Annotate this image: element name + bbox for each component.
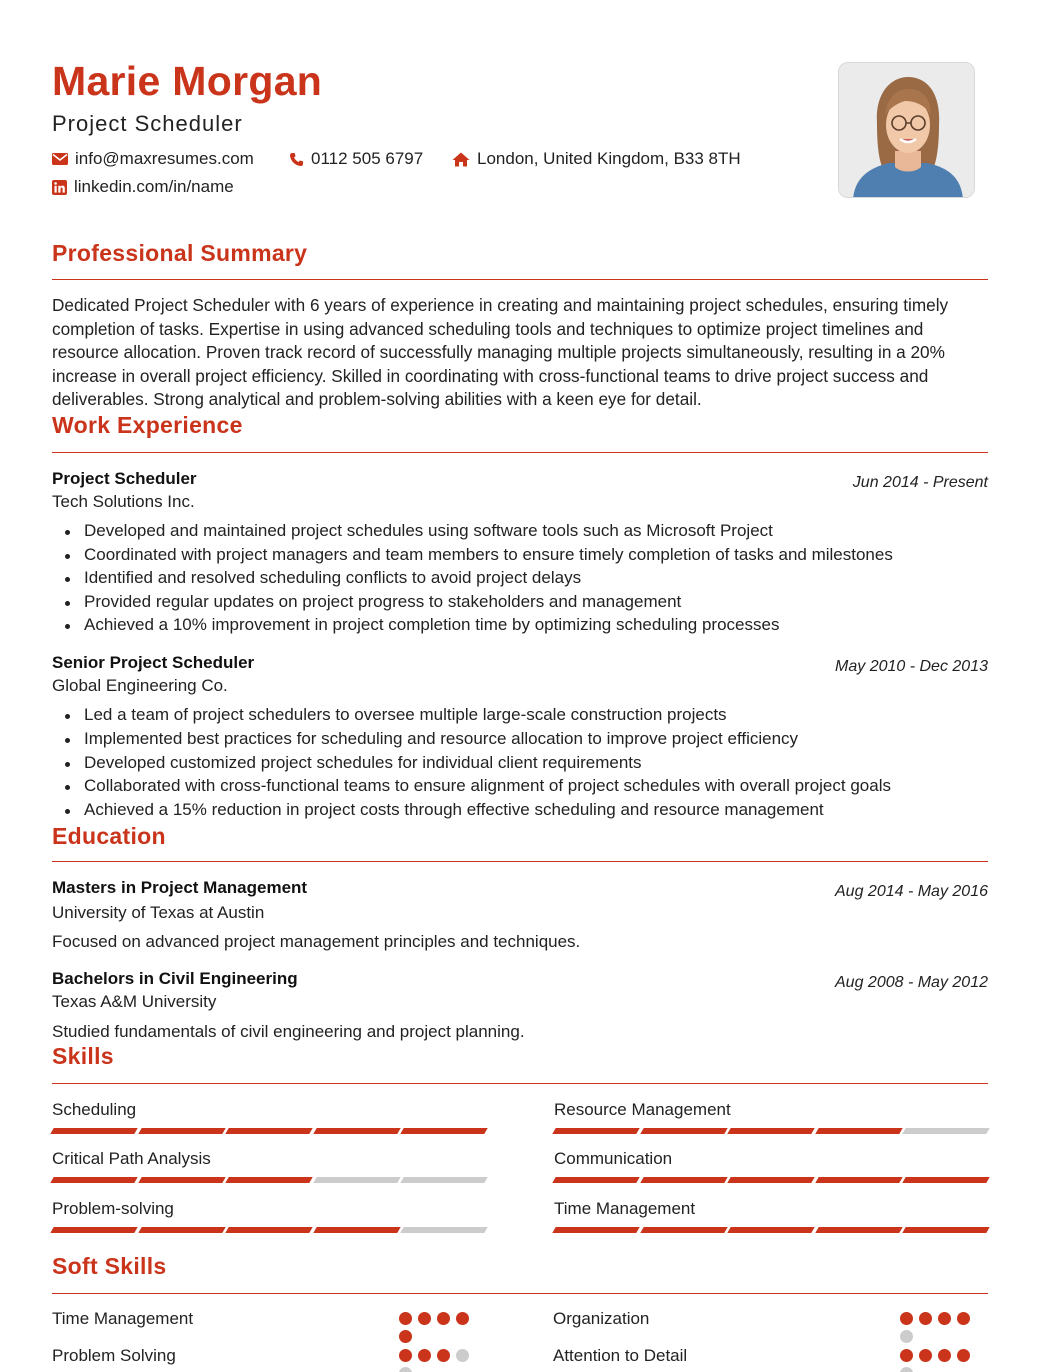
list-item: Provided regular updates on project progress to stakeholders and management [52,592,988,616]
rating-dot [900,1330,913,1343]
linkedin-contact[interactable] [52,177,234,197]
rating-dot [399,1367,412,1372]
skill-level-segment [552,1227,639,1233]
skill-label: Scheduling [52,1100,137,1119]
skill-level-segment [401,1227,488,1233]
soft-skill-label: Problem Solving [52,1346,176,1365]
soft-skills-divider [52,1293,988,1294]
rating-dot [418,1312,431,1325]
skill-level-segment [640,1128,727,1134]
skill-level-segment [727,1128,814,1134]
rating-dot [399,1349,412,1362]
job-title: Project Scheduler [52,469,197,488]
skill-level-segment [313,1177,400,1183]
profile-photo [838,62,975,198]
skill-level-segment [727,1177,814,1183]
skill-level-segment [815,1177,902,1183]
skills-divider [52,1083,988,1084]
envelope-icon [52,153,68,165]
soft-skill-label: Attention to Detail [553,1346,688,1365]
rating-dot [938,1312,951,1325]
skill-level-segment [815,1128,902,1134]
education-date: Aug 2008 - May 2012 [835,974,988,991]
skill-label: Time Management [554,1199,696,1218]
education-description: Focused on advanced project management principles and techniques. [52,932,581,951]
job-bullets [52,521,988,639]
job-company: Tech Solutions Inc. [52,492,195,511]
summary-divider [52,279,988,280]
skill-item [52,1199,486,1219]
experience-heading: Work Experience [52,412,243,438]
list-item: Led a team of project schedulers to oversee multiple large-scale construction projects [52,705,988,729]
skill-item [52,1100,486,1120]
skill-item [554,1199,988,1219]
list-item: Developed and maintained project schedules using software tools such as Microsoft Project [52,521,988,545]
soft-skill-rating [900,1349,980,1372]
education-heading: Education [52,823,166,849]
skill-level-segment [50,1177,137,1183]
skill-item [554,1149,988,1169]
degree-title: Bachelors in Civil Engineering [52,969,298,988]
skill-item [554,1100,988,1120]
summary-heading: Professional Summary [52,240,308,266]
phone-contact[interactable] [289,149,423,169]
school-name: Texas A&M University [52,992,217,1011]
skill-level-segment [640,1227,727,1233]
rating-dot [437,1349,450,1362]
skill-level-segment [138,1177,225,1183]
skill-level-segment [313,1128,400,1134]
skill-level-segment [50,1227,137,1233]
list-item: Achieved a 15% reduction in project costs through effective scheduling and resource management [52,800,988,824]
skill-level-segment [50,1128,137,1134]
rating-dot [900,1312,913,1325]
skill-level-segment [225,1128,312,1134]
list-item: Collaborated with cross-functional teams to ensure alignment of project schedules with overall project goals [52,776,988,800]
skill-level-segment [640,1177,727,1183]
linkedin-text: linkedin.com/in/name [74,177,234,196]
job-bullets [52,705,988,824]
skill-label: Problem-solving [52,1199,174,1218]
list-item: Identified and resolved scheduling conflicts to avoid project delays [52,568,988,592]
list-item: Achieved a 10% improvement in project completion time by optimizing scheduling processes [52,615,988,639]
address-text: London, United Kingdom, B33 8TH [477,149,741,168]
soft-skill-label: Organization [553,1309,650,1328]
skill-level-segment [903,1177,990,1183]
phone-icon [289,152,304,167]
job-title: Senior Project Scheduler [52,653,255,672]
skill-level-segment [903,1227,990,1233]
education-date: Aug 2014 - May 2016 [835,883,988,900]
skill-label: Critical Path Analysis [52,1149,211,1168]
education-divider [52,861,988,862]
job-company: Global Engineering Co. [52,676,228,695]
experience-divider [52,452,988,453]
skill-level-bar [52,1128,486,1134]
home-icon [452,152,470,167]
rating-dot [399,1312,412,1325]
skill-item [52,1149,486,1169]
rating-dot [456,1312,469,1325]
rating-dot [957,1312,970,1325]
list-item: Implemented best practices for scheduling and resource allocation to improve project efficiency [52,729,988,753]
email-text: info@maxresumes.com [75,149,254,168]
soft-skill-rating [399,1349,479,1372]
phone-text: 0112 505 6797 [311,149,424,168]
rating-dot [900,1367,913,1372]
email-contact[interactable] [52,149,254,169]
rating-dot [900,1349,913,1362]
skills-heading: Skills [52,1043,114,1069]
skill-level-bar [554,1227,988,1233]
rating-dot [957,1349,970,1362]
skill-level-bar [52,1177,486,1183]
soft-skill-rating [399,1312,479,1343]
soft-skills-heading: Soft Skills [52,1253,167,1279]
soft-skill-rating [900,1312,980,1343]
job-date: Jun 2014 - Present [852,474,988,491]
skill-label: Communication [554,1149,673,1168]
linkedin-icon [52,180,67,195]
skill-level-segment [313,1227,400,1233]
skill-level-segment [138,1227,225,1233]
skill-level-segment [138,1128,225,1134]
job-date: May 2010 - Dec 2013 [835,658,988,675]
skill-level-segment [727,1227,814,1233]
rating-dot [938,1349,951,1362]
soft-skill-label: Time Management [52,1309,194,1328]
resume-page [52,0,988,1372]
skill-label: Resource Management [554,1100,731,1119]
rating-dot [437,1312,450,1325]
rating-dot [919,1349,932,1362]
skill-level-bar [52,1227,486,1233]
rating-dot [456,1349,469,1362]
candidate-title: Project Scheduler [52,111,243,136]
skill-level-bar [554,1177,988,1183]
skill-level-segment [552,1128,639,1134]
list-item: Developed customized project schedules for individual client requirements [52,753,988,777]
summary-text: Dedicated Project Scheduler with 6 years of experience in creating and maintaining project schedules, ensuring timely completion of tasks. Expertise in using advanced scheduling tools and techniques to optimize project timelines and resource allocation. Proven track record of successfully managing multiple projects simultaneously, resulting in a 20% increase in overall project efficiency. Skilled in coordinating with cross-functional teams to drive project success and deliverables. Strong analytical and problem-solving abilities with a keen eye for detail. [52,295,949,410]
skill-level-segment [401,1128,488,1134]
address-contact [452,149,741,169]
school-name: University of Texas at Austin [52,903,265,922]
skill-level-segment [225,1227,312,1233]
skill-level-segment [552,1177,639,1183]
list-item: Coordinated with project managers and team members to ensure timely completion of tasks and milestones [52,545,988,569]
skill-level-segment [815,1227,902,1233]
skill-level-segment [225,1177,312,1183]
skill-level-segment [903,1128,990,1134]
education-description: Studied fundamentals of civil engineering and project planning. [52,1022,525,1041]
skill-level-segment [401,1177,488,1183]
rating-dot [418,1349,431,1362]
skill-level-bar [554,1128,988,1134]
rating-dot [399,1330,412,1343]
candidate-name: Marie Morgan [52,58,323,104]
rating-dot [919,1312,932,1325]
degree-title: Masters in Project Management [52,878,308,897]
